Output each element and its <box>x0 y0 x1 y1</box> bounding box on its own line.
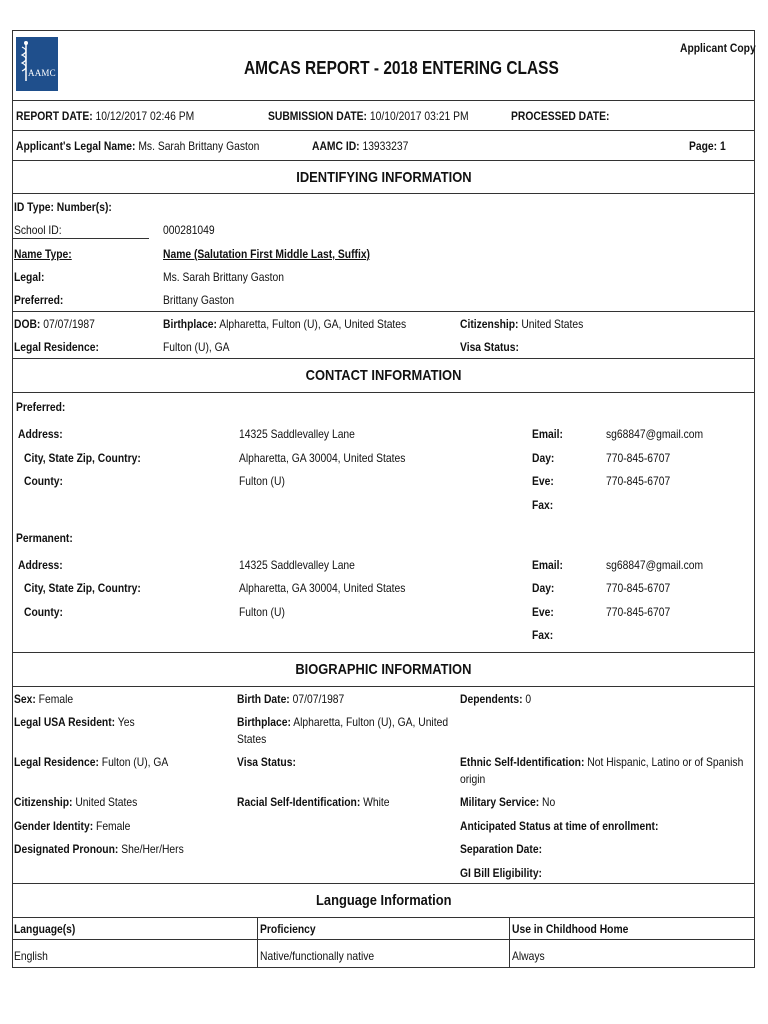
aamc-id: AAMC ID: 13933237 <box>312 139 409 153</box>
dob: DOB: 07/07/1987 <box>14 317 95 331</box>
preferred-label: Preferred: <box>14 293 64 307</box>
col-header-proficiency: Proficiency <box>260 922 316 936</box>
report-date: REPORT DATE: 10/12/2017 02:46 PM <box>16 109 195 123</box>
school-id-value: 000281049 <box>163 223 215 237</box>
pref-fax-label: Fax: <box>532 498 554 512</box>
citizenship: Citizenship: United States <box>460 317 584 331</box>
biographic-heading: BIOGRAPHIC INFORMATION <box>295 661 472 678</box>
bio-pronoun: Designated Pronoun: She/Her/Hers <box>14 842 184 856</box>
pref-city-value: Alpharetta, GA 30004, United States <box>239 451 406 465</box>
caduceus-icon <box>16 37 58 91</box>
divider <box>12 917 755 918</box>
birthplace: Birthplace: Alpharetta, Fulton (U), GA, United States <box>163 317 407 331</box>
bio-birth-date: Birth Date: 07/07/1987 <box>237 692 345 706</box>
divider <box>12 311 755 312</box>
table-row-proficiency: Native/functionally native <box>260 949 375 963</box>
column-divider <box>509 918 510 968</box>
perm-day-value: 770-845-6707 <box>606 581 671 595</box>
divider <box>12 193 755 194</box>
perm-city-label: City, State Zip, Country: <box>24 581 141 595</box>
bio-racial: Racial Self-Identification: White <box>237 795 390 809</box>
pref-address-label: Address: <box>18 427 63 441</box>
report-title: AMCAS REPORT - 2018 ENTERING CLASS <box>244 58 559 78</box>
pref-county-value: Fulton (U) <box>239 474 285 488</box>
bio-visa-status-label: Visa Status: <box>237 755 296 769</box>
aamc-logo <box>16 37 58 91</box>
legal-residence-label: Legal Residence: <box>14 340 99 354</box>
perm-eve-label: Eve: <box>532 605 554 619</box>
divider <box>12 392 755 393</box>
pref-day-value: 770-845-6707 <box>606 451 671 465</box>
logo-text: AAMC <box>28 68 56 78</box>
language-heading: Language Information <box>315 892 452 909</box>
divider <box>12 883 755 884</box>
id-type-label: ID Type: Number(s): <box>14 200 112 214</box>
preferred-contact-label: Preferred: <box>16 400 66 414</box>
bio-citizenship: Citizenship: United States <box>14 795 138 809</box>
name-format-label: Name (Salutation First Middle Last, Suffix) <box>163 247 371 261</box>
divider <box>12 100 755 101</box>
preferred-value: Brittany Gaston <box>163 293 235 307</box>
bio-legal-residence: Legal Residence: Fulton (U), GA <box>14 755 169 769</box>
underline <box>12 238 149 239</box>
header-divider <box>12 939 755 940</box>
school-id-label: School ID: <box>14 223 62 237</box>
bio-legal-usa-resident: Legal USA Resident: Yes <box>14 715 135 729</box>
divider <box>12 686 755 687</box>
legal-name: Applicant's Legal Name: Ms. Sarah Brittany Gaston <box>16 139 260 153</box>
bio-ethnic: Ethnic Self-Identification: Not Hispanic, Latino or of Spanish <box>460 755 744 769</box>
bio-sex: Sex: Female <box>14 692 74 706</box>
bio-military: Military Service: No <box>460 795 556 809</box>
col-header-language: Language(s) <box>14 922 76 936</box>
column-divider <box>257 918 258 968</box>
name-type-label: Name Type: <box>14 247 72 261</box>
permanent-contact-label: Permanent: <box>16 531 73 545</box>
identifying-heading: IDENTIFYING INFORMATION <box>295 169 472 186</box>
bio-gender: Gender Identity: Female <box>14 819 131 833</box>
contact-heading: CONTACT INFORMATION <box>305 367 462 384</box>
bio-birthplace: Birthplace: Alpharetta, Fulton (U), GA, United <box>237 715 449 729</box>
table-row-language: English <box>14 949 48 963</box>
submission-date: SUBMISSION DATE: 10/10/2017 03:21 PM <box>268 109 469 123</box>
perm-address-label: Address: <box>18 558 63 572</box>
pref-address-value: 14325 Saddlevalley Lane <box>239 427 355 441</box>
legal-residence-value: Fulton (U), GA <box>163 340 230 354</box>
table-row-childhood-use: Always <box>512 949 545 963</box>
bio-separation-label: Separation Date: <box>460 842 543 856</box>
divider <box>12 652 755 653</box>
perm-county-value: Fulton (U) <box>239 605 285 619</box>
perm-email-value: sg68847@gmail.com <box>606 558 704 572</box>
divider <box>12 160 755 161</box>
page-number: Page: 1 <box>689 139 726 153</box>
visa-status-label: Visa Status: <box>460 340 519 354</box>
pref-county-label: County: <box>24 474 63 488</box>
pref-email-value: sg68847@gmail.com <box>606 427 704 441</box>
perm-address-value: 14325 Saddlevalley Lane <box>239 558 355 572</box>
bio-anticipated-label: Anticipated Status at time of enrollment: <box>460 819 659 833</box>
bio-ethnic-line2: origin <box>460 772 486 786</box>
perm-day-label: Day: <box>532 581 555 595</box>
pref-eve-label: Eve: <box>532 474 554 488</box>
pref-city-label: City, State Zip, Country: <box>24 451 141 465</box>
perm-city-value: Alpharetta, GA 30004, United States <box>239 581 406 595</box>
bio-gi-bill-label: GI Bill Eligibility: <box>460 866 542 880</box>
legal-label: Legal: <box>14 270 45 284</box>
divider <box>12 358 755 359</box>
applicant-copy-label: Applicant Copy <box>680 41 756 55</box>
pref-day-label: Day: <box>532 451 555 465</box>
divider <box>12 130 755 131</box>
pref-eve-value: 770-845-6707 <box>606 474 671 488</box>
bio-dependents: Dependents: 0 <box>460 692 532 706</box>
legal-value: Ms. Sarah Brittany Gaston <box>163 270 285 284</box>
perm-fax-label: Fax: <box>532 628 554 642</box>
perm-email-label: Email: <box>532 558 563 572</box>
processed-date-label: PROCESSED DATE: <box>511 109 610 123</box>
pref-email-label: Email: <box>532 427 563 441</box>
perm-eve-value: 770-845-6707 <box>606 605 671 619</box>
perm-county-label: County: <box>24 605 63 619</box>
bio-birthplace-line2: States <box>237 732 267 746</box>
col-header-childhood-use: Use in Childhood Home <box>512 922 629 936</box>
